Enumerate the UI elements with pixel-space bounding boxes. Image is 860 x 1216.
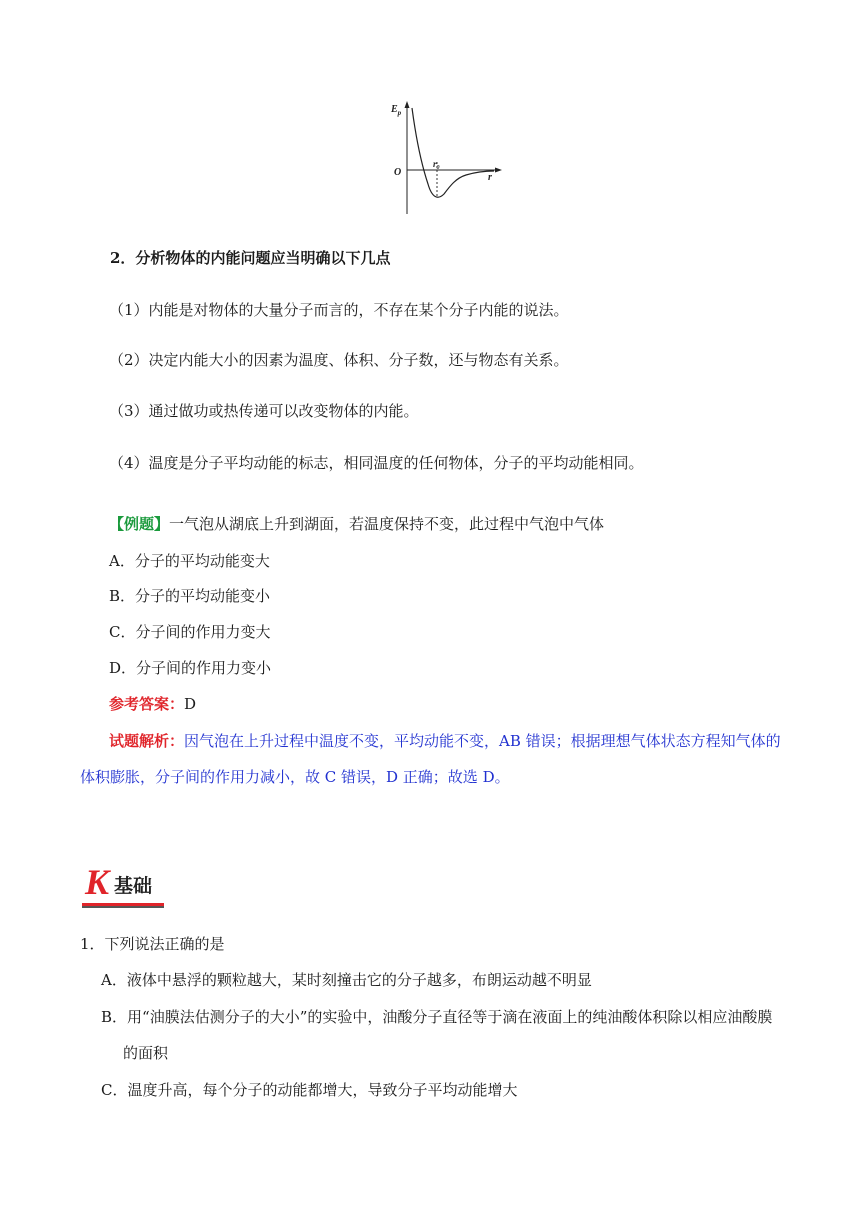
question-1-option-b-line-2: 的面积 bbox=[123, 1044, 169, 1062]
origin-label: O bbox=[394, 167, 402, 178]
ep-curve bbox=[412, 108, 494, 197]
point-3: （3）通过做功或热传递可以改变物体的内能。 bbox=[109, 402, 419, 420]
example-option-c: C．分子间的作用力变大 bbox=[109, 623, 271, 641]
question-1-option-a: A．液体中悬浮的颗粒越大，某时刻撞击它的分子越多，布朗运动越不明显 bbox=[101, 971, 592, 989]
answer-line bbox=[109, 694, 196, 714]
analysis-line-2: 体积膨胀，分子间的作用力减小，故 C 错误，D 正确；故选 D。 bbox=[80, 768, 510, 786]
section-2-heading: 2．分析物体的内能问题应当明确以下几点 bbox=[110, 249, 391, 267]
question-1-option-b-line-1: B．用“油膜法估测分子的大小”的实验中，油酸分子直径等于滴在液面上的纯油酸体积除以相应油酸膜 bbox=[101, 1008, 773, 1026]
y-axis-arrow bbox=[405, 101, 410, 108]
example-tag: 【例题】 bbox=[109, 515, 170, 533]
potential-energy-curve-figure bbox=[388, 98, 504, 218]
example-stem bbox=[109, 514, 604, 534]
example-option-d: D．分子间的作用力变小 bbox=[109, 659, 272, 677]
analysis-label: 试题解析： bbox=[109, 732, 185, 750]
section-label: 基础 bbox=[114, 875, 153, 897]
header-underline-dark bbox=[82, 906, 164, 908]
point-4: （4）温度是分子平均动能的标志，相同温度的任何物体，分子的平均动能相同。 bbox=[109, 454, 644, 472]
example-text: 一气泡从湖底上升到湖面，若温度保持不变，此过程中气泡中气体 bbox=[169, 515, 605, 533]
analysis-line-1 bbox=[109, 731, 781, 751]
y-axis-label: $E_p$ bbox=[391, 104, 402, 117]
analysis-text-1: 因气泡在上升过程中温度不变，平均动能不变，AB 错误；根据理想气体状态方程知气体的 bbox=[184, 732, 781, 750]
r0-label: $r_0$ bbox=[433, 159, 440, 171]
section-header-basic bbox=[80, 862, 164, 910]
question-1-option-c: C．温度升高，每个分子的动能都增大，导致分子平均动能增大 bbox=[101, 1081, 518, 1099]
point-2: （2）决定内能大小的因素为温度、体积、分子数，还与物态有关系。 bbox=[109, 351, 569, 369]
x-axis-label: r bbox=[488, 172, 492, 183]
example-option-a: A．分子的平均动能变大 bbox=[109, 552, 270, 570]
section-letter-k: K bbox=[85, 862, 110, 902]
question-1-stem: 1．下列说法正确的是 bbox=[80, 935, 225, 953]
example-option-b: B．分子的平均动能变小 bbox=[109, 587, 271, 605]
answer-label: 参考答案： bbox=[109, 695, 185, 713]
x-axis-arrow bbox=[495, 168, 502, 173]
point-1: （1）内能是对物体的大量分子而言的，不存在某个分子内能的说法。 bbox=[109, 301, 569, 319]
answer-value: D bbox=[184, 695, 197, 713]
